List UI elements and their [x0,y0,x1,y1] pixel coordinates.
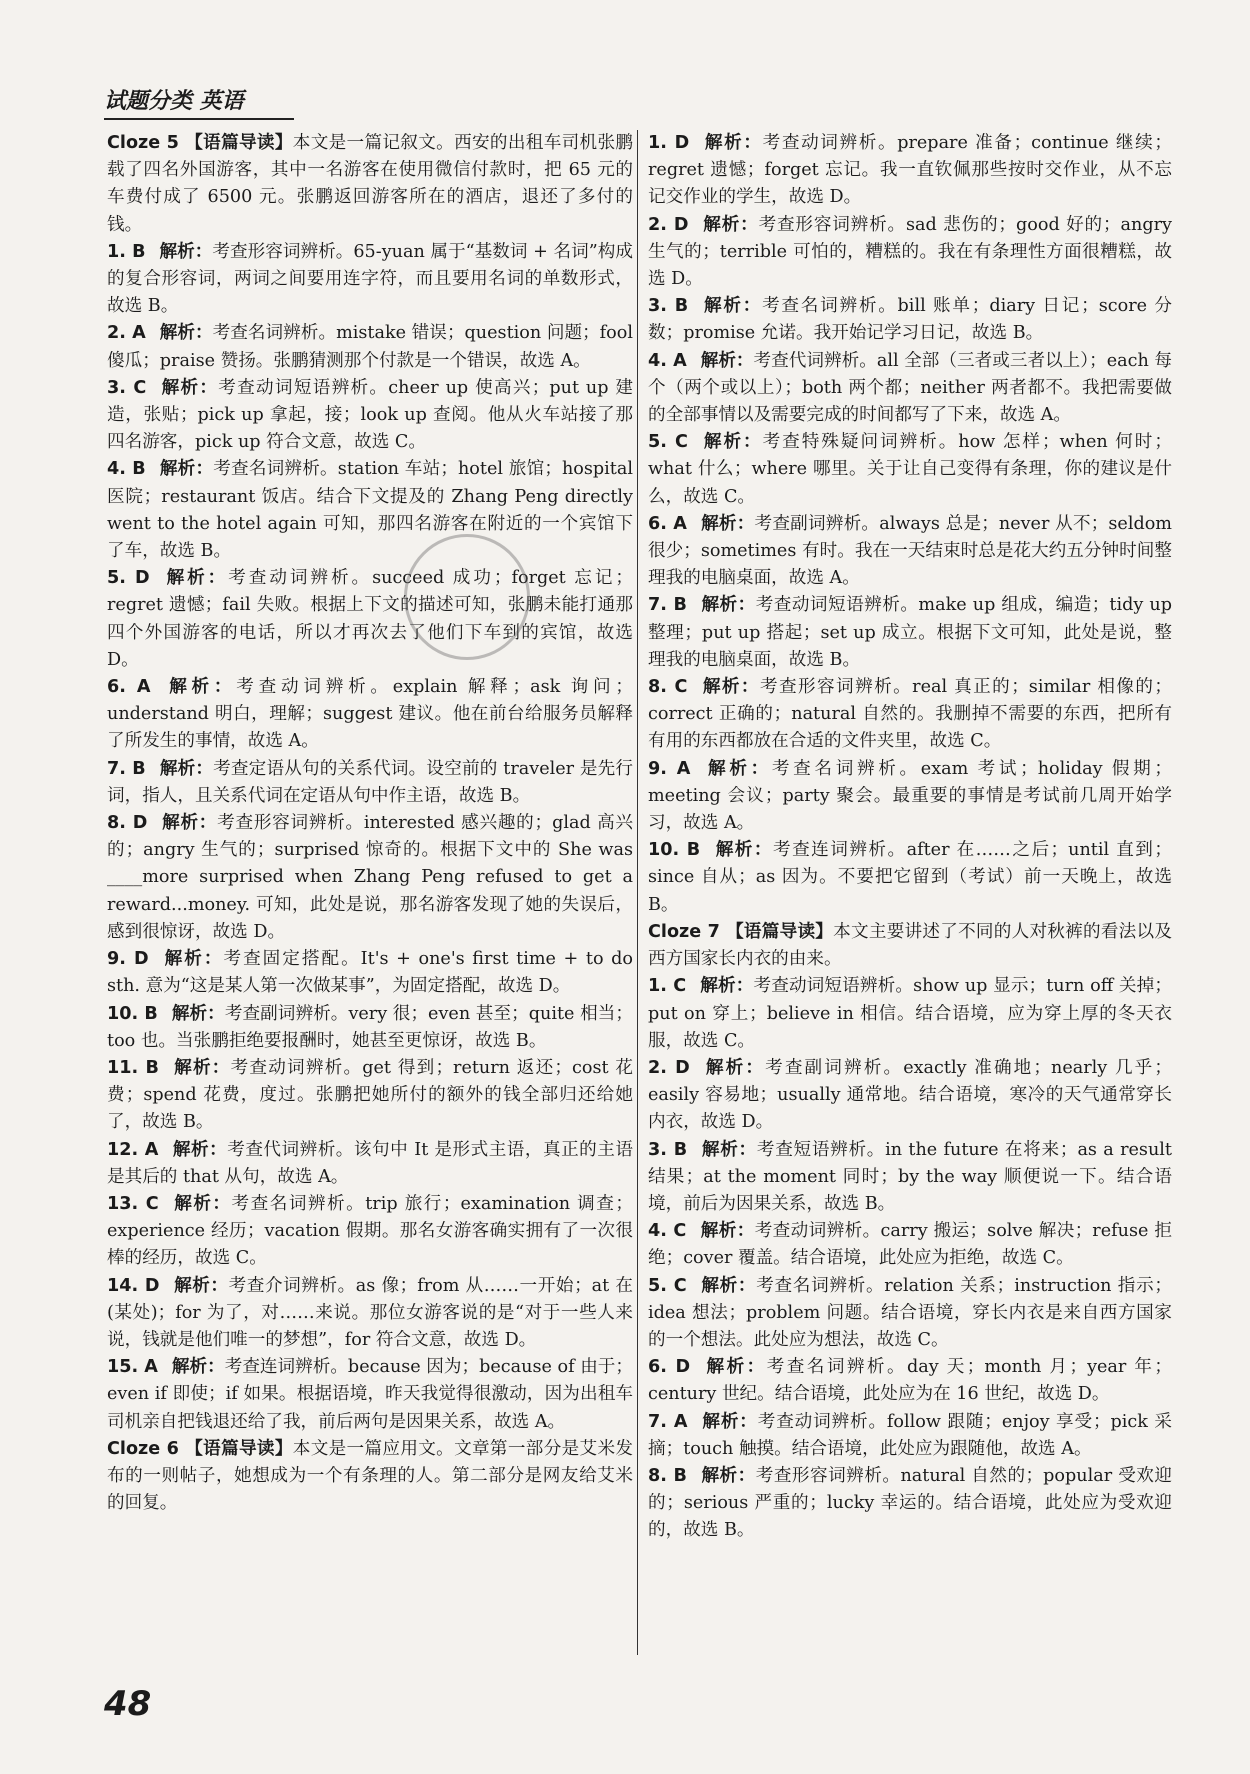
answer-number: 3. B [648,296,689,317]
left-column [107,130,633,1517]
answer-item [648,837,1172,919]
guide-tag: 【语篇导读】 [184,1438,293,1459]
analysis-label: 解析： [701,432,763,453]
analysis-label: 解析： [700,1465,756,1486]
answer-number: 3. B [648,1139,688,1160]
answer-item [107,1055,633,1137]
item-text: 本文是一篇应用文。文章第一部分是艾米发布的一则帖子，她想成为一个有条理的人。第二部分是网友给艾米的回复。 [107,1438,633,1514]
answer-number: 1. B [107,241,146,262]
answer-number: 5. D [107,568,150,589]
item-text: 考查名词辨析。mistake 错误；question 问题；fool 傻瓜；praise 赞扬。张鹏猜测那个付款是一个错误，故选 A。 [107,323,633,371]
guide-tag: 【语篇导读】 [184,133,293,153]
analysis-label: 解析： [701,677,760,698]
answer-number: 13. C [107,1193,159,1214]
item-text: 考查动词短语辨析。cheer up 使高兴；put up 建造，张贴；pick up 拿起，接；look up 查阅。他从火车站接了那四名游客，pick up 符合文意，故选 C。 [107,377,633,453]
item-text: 考查连词辨析。after 在……之后；until 直到；since 自从；as 因为。不要把它留到（考试）前一天晚上，故选 B。 [648,840,1172,915]
answer-number: 8. D [107,813,148,834]
analysis-label: 解析： [159,323,213,344]
answer-number: 4. C [648,1221,687,1242]
analysis-label: 解析： [700,1275,757,1296]
answer-item [107,239,633,321]
item-text: 考查特殊疑问词辨析。how 怎样；when 何时；what 什么；where 哪里。关于让自己变得有条理，你的建议是什么，故选 C。 [648,432,1172,507]
answer-item [107,375,633,457]
analysis-label: 解析： [700,350,754,371]
item-text: 考查名词辨析。station 车站；hotel 旅馆；hospital 医院；restaurant 饭店。结合下文提及的 Zhang Peng directly went to the hotel again 可知，那四名游客在附近的一个宾馆下了车，故选 B。 [107,459,633,562]
answer-item [107,565,633,674]
item-text: 考查动词辨析。carry 搬运；solve 解决；refuse 拒绝；cover 覆盖。结合语境，此处应为拒绝，故选 C。 [648,1221,1172,1269]
analysis-label: 解析： [162,949,224,970]
answer-number: 6. A [107,677,151,698]
item-text: 考查形容词辨析。interested 感兴趣的；glad 高兴的；angry 生气的；surprised 惊奇的。根据下文中的 She was ____more surprised when Zhang Peng refused to get a reward...money. 可知，此处是说，那名游客发现了她的失误后，感到很惊讶，故选 D。 [107,813,634,942]
cloze-title: Cloze 5 [107,133,179,153]
answer-item [648,212,1172,294]
item-text: 考查形容词辨析。sad 悲伤的；good 好的；angry 生气的；terrible 可怕的，糟糕的。我在有条理性方面很糟糕，故选 D。 [648,214,1172,290]
analysis-label: 解析： [703,1057,766,1078]
item-text: 考查副词辨析。exactly 准确地；nearly 几乎；easily 容易地；usually 通常地。结合语境，寒冷的天气通常穿长内衣，故选 D。 [648,1057,1172,1133]
answer-item [107,1191,633,1273]
column-divider [637,130,638,1655]
answer-number: 7. A [648,1411,688,1432]
cloze-intro [648,919,1172,973]
item-text: 考查形容词辨析。65-yuan 属于“基数词 + 名词”构成的复合形容词，两词之间要用连字符，而且要用名词的单数形式，故选 B。 [107,241,633,317]
analysis-label: 解析： [704,1357,767,1378]
answer-item [107,946,633,1000]
analysis-label: 解析： [163,568,229,589]
answer-item [648,429,1172,511]
answer-number: 2. D [648,214,689,235]
analysis-label: 解析： [171,1003,225,1024]
item-text: 考查动词辨析。follow 跟随；enjoy 享受；pick 采摘；touch 触摸。结合语境，此处应为跟随他，故选 A。 [648,1411,1172,1459]
answer-number: 4. A [648,350,687,371]
item-text: 考查副词辨析。very 很；even 甚至；quite 相当；too 也。当张鹏拒绝要报酬时，她甚至更惊讶，故选 B。 [107,1003,633,1051]
answer-number: 3. C [107,377,147,398]
analysis-label: 解析： [172,1057,231,1078]
right-column [648,130,1172,1545]
answer-item [648,592,1172,674]
item-text: 考查动词短语辨析。make up 组成，编造；tidy up 整理；put up 搭起；set up 成立。根据下文可知，此处是说，整理我的电脑桌面，故选 B。 [648,595,1172,670]
answer-item [107,810,633,946]
item-text: 考查动词短语辨析。show up 显示；turn off 关掉；put on 穿上；believe in 相信。结合语境，应为穿上厚的冬天衣服，故选 C。 [648,976,1172,1051]
analysis-label: 解析： [702,296,763,317]
answer-number: 10. B [107,1003,158,1024]
item-text: 本文是一篇记叙文。西安的出租车司机张鹏载了四名外国游客，其中一名游客在使用微信付款时，把 65 元的车费付成了 6500 元。张鹏返回游客所在的酒店，退还了多付的钱。 [107,133,633,235]
answer-item [648,1273,1172,1355]
analysis-label: 解析： [700,513,755,534]
item-text: 考查动词辨析。succeed 成功；forget 忘记；regret 遗憾；fail 失败。根据上下文的描述可知，张鹏未能打通那四个外国游客的电话，所以才再次去了他们下车到的宾馆，故选 D。 [107,568,633,670]
cloze-title: Cloze 7 [648,921,720,942]
answer-item [107,756,633,810]
item-text: 考查固定搭配。It's + one's first time + to do sth. 意为“这是某人第一次做某事”，为固定搭配，故选 D。 [107,949,633,997]
analysis-label: 解析： [172,1139,228,1160]
answer-number: 15. A [107,1357,158,1378]
answer-number: 7. B [648,595,687,616]
watermark-stamp [404,534,530,660]
answer-item [107,1001,633,1055]
item-text: 考查形容词辨析。natural 自然的；popular 受欢迎的；serious 严重的；lucky 幸运的。结合语境，此处应为受欢迎的，故选 B。 [648,1465,1172,1541]
answer-item [648,1354,1172,1408]
analysis-label: 解析： [159,758,214,779]
item-text: 考查代词辨析。all 全部（三者或三者以上）；each 每个（两个或以上）；both 两个都；neither 两者都不。我把需要做的全部事情以及需要完成的时间都写了下来，故选 A。 [648,350,1172,426]
analysis-label: 解析： [704,758,772,779]
item-text: 考查动词辨析。get 得到；return 返还；cost 花费；spend 花费，度过。张鹏把她所付的额外的钱全部归还给她了，故选 B。 [107,1057,633,1133]
answer-number: 7. B [107,758,146,779]
answer-item [648,1463,1172,1545]
answer-item [648,1055,1172,1137]
answer-item [107,320,633,374]
analysis-label: 解析： [161,813,218,834]
answer-number: 11. B [107,1057,159,1078]
item-text: 考查名词辨析。day 天；month 月；year 年；century 世纪。结合语境，此处应为在 16 世纪，故选 D。 [648,1357,1172,1405]
cloze-intro [107,130,633,239]
answer-number: 1. D [648,133,690,153]
item-text: 考查定语从句的关系代词。设空前的 traveler 是先行词，指人，且关系代词在定语从句中作主语，故选 B。 [107,758,633,806]
analysis-label: 解析： [700,595,756,616]
answer-number: 10. B [648,840,701,861]
item-text: 考查代词辨析。该句中 It 是形式主语，真正的主语是其后的 that 从句，故选 A。 [107,1139,633,1187]
analysis-label: 解析： [703,133,763,153]
analysis-label: 解析： [173,1275,229,1296]
answer-number: 5. C [648,432,688,453]
analysis-label: 解析： [171,1357,225,1378]
page-header-title: 试题分类 英语 [104,84,294,120]
item-text: 考查动词辨析。explain 解释；ask 询问；understand 明白，理解；suggest 建议。他在前台给服务员解释了所发生的事情，故选 A。 [107,677,633,752]
analysis-label: 解析： [164,677,237,698]
answer-number: 9. D [107,949,149,970]
answer-number: 1. C [648,976,687,997]
answer-item [648,1218,1172,1272]
analysis-label: 解析： [701,1139,757,1160]
analysis-label: 解析： [172,1193,232,1214]
item-text: 考查短语辨析。in the future 在将来；as a result 结果；at the moment 同时；by the way 顺便说一下。结合语境，前后为因果关系，故选 B。 [648,1139,1172,1214]
answer-number: 12. A [107,1139,159,1160]
item-text: 本文主要讲述了不同的人对秋裤的看法以及西方国家长内衣的由来。 [648,921,1172,970]
analysis-label: 解析： [700,1221,755,1242]
item-text: 考查名词辨析。trip 旅行；examination 调查；experience 经历；vacation 假期。那名女游客确实拥有了一次很棒的经历，故选 C。 [107,1193,633,1269]
answer-item [107,674,633,756]
answer-number: 6. A [648,513,687,534]
analysis-label: 解析： [700,976,754,997]
item-text: 考查名词辨析。relation 关系；instruction 指示；idea 想法；problem 问题。结合语境，穿长内衣是来自西方国家的一个想法。此处应为想法，故选 C。 [648,1275,1172,1350]
analysis-label: 解析： [702,214,759,235]
answer-item [648,973,1172,1055]
analysis-label: 解析： [159,459,214,480]
answer-number: 8. C [648,677,688,698]
answer-item [648,293,1172,347]
answer-item [648,130,1172,212]
answer-item [648,756,1172,838]
answer-number: 8. B [648,1465,687,1486]
answer-item [107,1354,633,1436]
answer-number: 2. D [648,1057,690,1078]
answer-item [107,1273,633,1355]
answer-item [107,1137,633,1191]
cloze-title: Cloze 6 [107,1438,179,1459]
answer-item [648,1137,1172,1219]
analysis-label: 解析： [701,1411,758,1432]
answer-item [648,674,1172,756]
item-text: 考查介词辨析。as 像；from 从……一开始；at 在(某处)；for 为了，对……来说。那位女游客说的是“对于一些人来说，钱就是他们唯一的梦想”，for 符合文意，故选 D。 [107,1275,633,1350]
page-number: 48 [104,1684,152,1724]
item-text: 考查动词辨析。prepare 准备；continue 继续；regret 遗憾；forget 忘记。我一直钦佩那些按时交作业，从不忘记交作业的学生，故选 D。 [648,133,1172,208]
answer-number: 9. A [648,758,691,779]
answer-item [648,1409,1172,1463]
answer-number: 5. C [648,1275,687,1296]
answer-item [107,456,633,565]
answer-number: 14. D [107,1275,160,1296]
item-text: 考查副词辨析。always 总是；never 从不；seldom 很少；sometimes 有时。我在一天结束时总是花大约五分钟时间整理我的电脑桌面，故选 A。 [648,513,1172,589]
item-text: 考查名词辨析。bill 账单；diary 日记；score 分数；promise 允诺。我开始记学习日记，故选 B。 [648,296,1172,344]
analysis-label: 解析： [159,241,213,262]
answer-item [648,511,1172,593]
guide-tag: 【语篇导读】 [725,921,834,942]
answer-number: 4. B [107,459,146,480]
item-text: 考查形容词辨析。real 真正的；similar 相像的；correct 正确的；natural 自然的。我删掉不需要的东西，把所有有用的东西都放在合适的文件夹里，故选 C。 [648,677,1172,752]
answer-item [648,348,1172,430]
answer-number: 6. D [648,1357,691,1378]
item-text: 考查连词辨析。because 因为；because of 由于；even if 即使；if 如果。根据语境，昨天我觉得很激动，因为出租车司机亲自把钱退还给了我，前后两句是因果关系，故选 A。 [107,1357,633,1432]
analysis-label: 解析： [160,377,219,398]
answer-number: 2. A [107,323,146,344]
cloze-intro [107,1436,633,1518]
item-text: 考查名词辨析。exam 考试；holiday 假期；meeting 会议；party 聚会。最重要的事情是考试前几周开始学习，故选 A。 [648,758,1173,834]
analysis-label: 解析： [714,840,773,861]
